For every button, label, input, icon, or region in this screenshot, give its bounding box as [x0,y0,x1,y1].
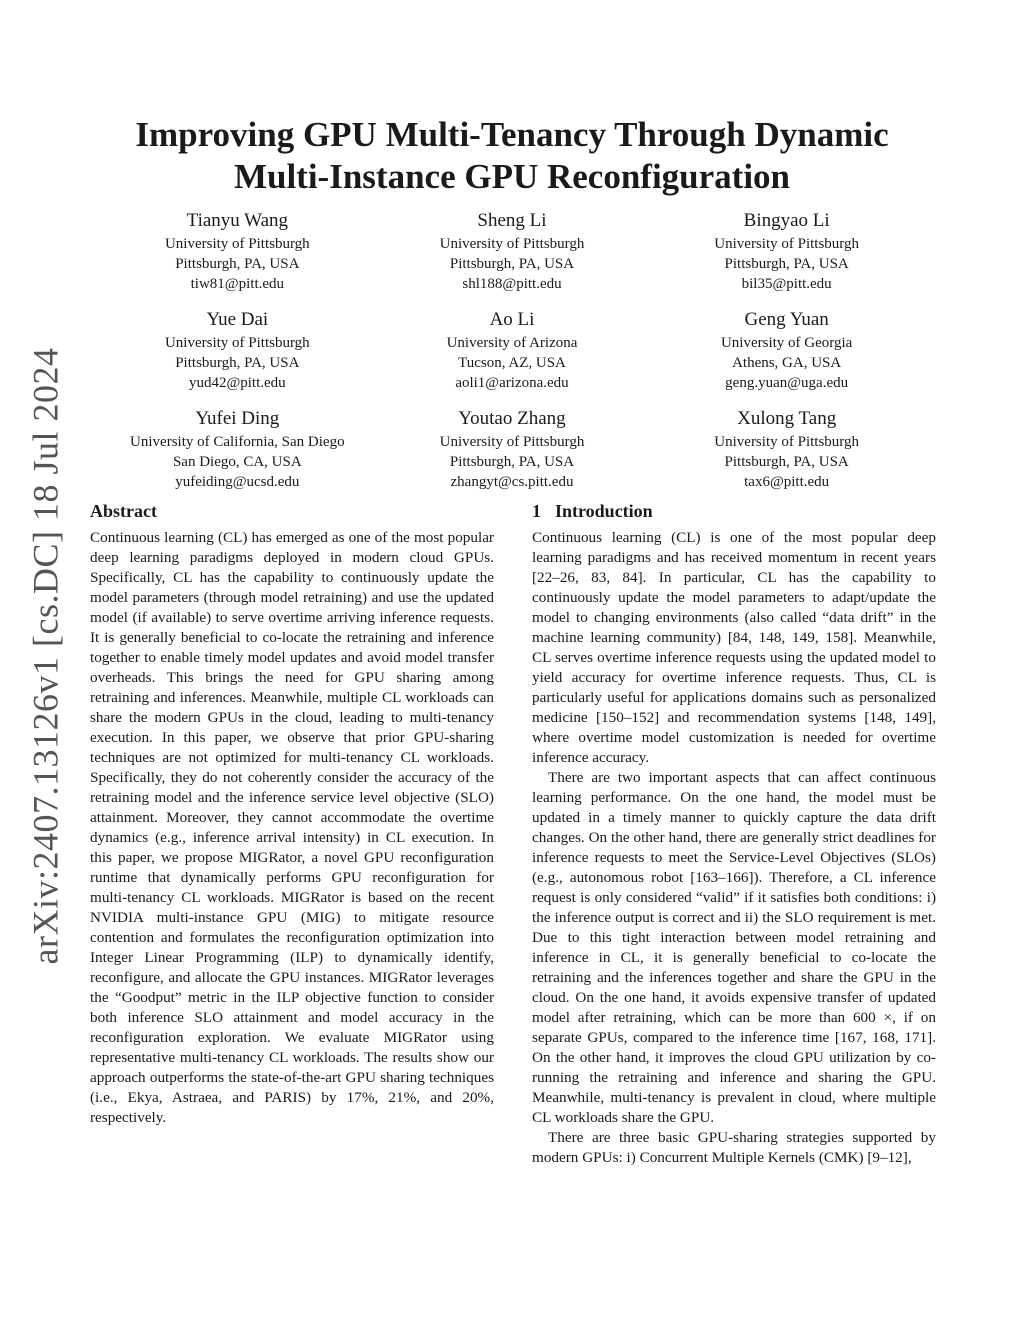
author-affiliation: University of Pittsburgh [714,434,860,450]
author-email[interactable]: aoli1@arizona.edu [455,375,569,391]
author-affiliation: University of Pittsburgh [439,434,585,450]
abstract-heading: Abstract [90,501,157,521]
intro-paragraph-2: There are two important aspects that can affect continuous learning performance. On the one hand, the model must be updated in a timely manner to quickly capture the data drift changes. On the other hand, there are generally strict deadlines for inference requests to meet the Service-Level Objectives (SLOs) (e.g., autonomous robot [163–166]). Therefore, a CL inference request is only considered “valid” if it satisfies both conditions: i) the inference output is correct and ii) the SLO requirement is met. Due to this tight interaction between model retraining and inference in CL, it is generally beneficial to co-locate the retraining and the inferences together and share the GPU in the cloud. On the one hand, it avoids expensive transfer of updated model after retraining, which can be more than 600 ×, if on separate GPUs, compared to the inference time [167, 168, 171]. On the other hand, it improves the cloud GPU utilization by co-running the retraining and inference and sharing the GPU. Meanwhile, multi-tenancy is prevalent in cloud, where multiple CL workloads share the GPU. [532,769,936,1126]
paper-title [90,114,934,198]
author-location: Pittsburgh, PA, USA [449,256,575,272]
author-name: Sheng Li [477,210,547,231]
author-email[interactable]: bil35@pitt.edu [741,276,832,292]
author-location: Athens, GA, USA [732,355,842,371]
author-affiliation: University of Pittsburgh [439,236,585,252]
author-location: Pittsburgh, PA, USA [724,256,849,272]
section-title: Introduction [555,501,653,521]
section-number: 1 [532,501,541,521]
author-card [375,208,650,294]
author-email[interactable]: tax6@pitt.edu [744,474,830,490]
abstract-text: Continuous learning (CL) has emerged as one of the most popular deep learning paradigms deployed in modern cloud GPUs. Specifically, CL has the capability to continuously update the model parameters (through model retraining) and use the updated model (if available) to serve overtime arriving inference requests. It is generally beneficial to co-locate the retraining and inference together to enable timely model updates and avoid model transfer overheads. This brings the need for GPU sharing among retraining and inferences. Meanwhile, multiple CL workloads can share the modern GPUs in the cloud, leading to multi-tenancy execution. In this paper, we observe that prior GPU-sharing techniques are not optimized for multi-tenancy CL workloads. Specifically, they do not coherently consider the accuracy of the retraining model and the inference service level objective (SLO) attainment. Moreover, they cannot accommodate the overtime dynamics (e.g., inference arrival intensity) in CL execution. In this paper, we propose MIGRator, a novel GPU reconfiguration runtime that dynamically performs GPU reconfiguration for multi-tenancy CL workloads. MIGRator is based on the recent NVIDIA multi-instance GPU (MIG) to mitigate resource contention and formulates the reconfiguration optimization into Integer Linear Programming (ILP) to dynamically identify, reconfigure, and allocate the GPU instances. MIGRator leverages the “Goodput” metric in the ILP objective function to consider both inference SLO attainment and model accuracy in the reconfiguration exploration. We evaluate MIGRator using representative multi-tenancy CL workloads. The results show our approach outperforms the state-of-the-art GPU sharing techniques (i.e., Ekya, Astraea, and PARIS) by 17%, 21%, and 20%, respectively. [90,529,494,1126]
author-name: Yue Dai [206,309,269,330]
author-card [375,406,650,492]
section-heading-introduction [532,498,936,524]
author-name: Xulong Tang [737,408,837,429]
author-email[interactable]: geng.yuan@uga.edu [725,375,849,391]
author-card [649,307,924,393]
author-location: San Diego, CA, USA [172,454,302,470]
author-location: Pittsburgh, PA, USA [175,355,300,371]
author-name: Tianyu Wang [186,210,289,231]
author-card [100,208,375,294]
author-block [100,208,924,492]
author-name: Youtao Zhang [458,408,566,429]
author-card [649,406,924,492]
author-email[interactable]: tiw81@pitt.edu [190,276,285,292]
author-name: Yufei Ding [195,408,280,429]
author-affiliation: University of California, San Diego [130,434,345,450]
author-name: Ao Li [489,309,535,330]
author-card [100,307,375,393]
author-location: Pittsburgh, PA, USA [449,454,575,470]
author-affiliation: University of Pittsburgh [164,236,310,252]
author-affiliation: University of Arizona [446,335,578,351]
abstract-column [90,498,494,1128]
author-location: Pittsburgh, PA, USA [175,256,300,272]
author-name: Geng Yuan [744,309,829,330]
introduction-column [532,498,936,1168]
arxiv-stamp [22,347,68,965]
intro-paragraph-3: There are three basic GPU-sharing strategies supported by modern GPUs: i) Concurrent Multiple Kernels (CMK) [9–12], [532,1129,936,1166]
author-affiliation: University of Pittsburgh [714,236,860,252]
author-email[interactable]: shl188@pitt.edu [462,276,562,292]
author-email[interactable]: zhangyt@cs.pitt.edu [450,474,574,490]
author-location: Tucson, AZ, USA [458,355,566,371]
author-card [375,307,650,393]
author-affiliation: University of Pittsburgh [164,335,310,351]
title-line-1: Improving GPU Multi-Tenancy Through Dynamic [135,115,889,154]
author-card [649,208,924,294]
author-email[interactable]: yufeiding@ucsd.edu [175,474,300,490]
title-line-2: Multi-Instance GPU Reconfiguration [233,157,791,196]
author-name: Bingyao Li [743,210,830,231]
author-affiliation: University of Georgia [720,335,853,351]
intro-paragraph-1: Continuous learning (CL) is one of the most popular deep learning paradigms and has received momentum in recent years [22–26, 83, 84]. In particular, CL has the capability to continuously update the model parameters to adapt/update the model to changing environments (also called “data drift” in the machine learning community) [84, 148, 149, 158]. Meanwhile, CL serves overtime inference requests using the updated model to yield accuracy for overtime inference requests. Thus, CL is particularly useful for applications domains such as personalized medicine [150–152] and recommendation systems [148, 149], where overtime model customization is needed for overtime inference accuracy. [532,529,936,766]
author-card [100,406,375,492]
arxiv-identifier[interactable]: arXiv:2407.13126v1 [cs.DC] 18 Jul 2024 [25,347,65,965]
author-location: Pittsburgh, PA, USA [724,454,849,470]
author-email[interactable]: yud42@pitt.edu [188,375,286,391]
